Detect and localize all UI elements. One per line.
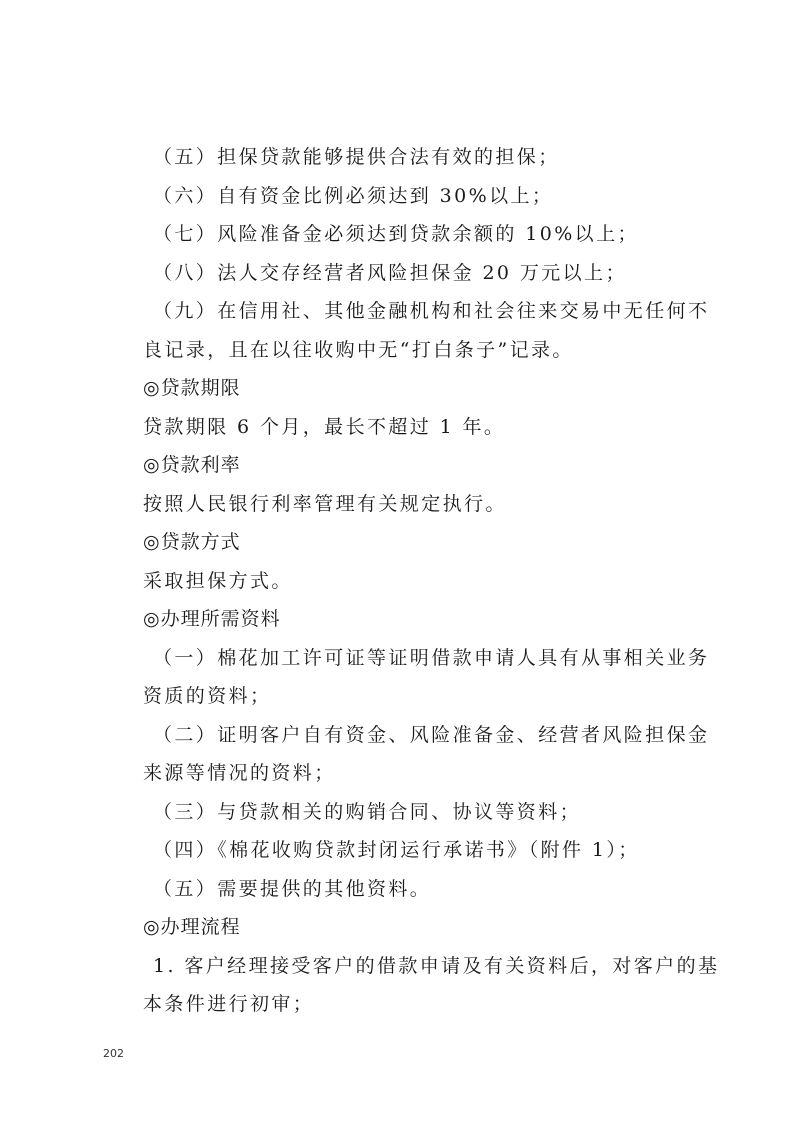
section-heading-loan-rate: ◎贷款利率: [143, 454, 241, 476]
paragraph-process-1-line-1: 1. 客户经理接受客户的借款申请及有关资料后，对客户的基: [153, 954, 720, 977]
paragraph-condition-8: （八）法人交存经营者风险担保金 20 万元以上；: [153, 261, 627, 284]
paragraph-material-2-line-2: 来源等情况的资料；: [143, 762, 336, 784]
page-number: 202: [103, 1047, 124, 1060]
paragraph-process-1-line-2: 本条件进行初审；: [143, 993, 315, 1015]
paragraph-loan-term: 贷款期限 6 个月，最长不超过 1 年。: [143, 415, 506, 438]
paragraph-material-2-line-1: （二）证明客户自有资金、风险准备金、经营者风险担保金: [153, 723, 710, 746]
paragraph-material-5: （五）需要提供的其他资料。: [153, 877, 432, 900]
document-body: [143, 138, 720, 1024]
paragraph-condition-9-line-1: （九）在信用社、其他金融机构和社会往来交易中无任何不: [153, 300, 710, 322]
paragraph-condition-5: （五）担保贷款能够提供合法有效的担保；: [153, 146, 560, 168]
paragraph-loan-method: 采取担保方式。: [143, 569, 293, 592]
paragraph-material-3: （三）与贷款相关的购销合同、协议等资料；: [153, 800, 582, 823]
paragraph-material-1-line-2: 资质的资料；: [143, 685, 272, 707]
paragraph-condition-7: （七）风险准备金必须达到贷款余额的 10%以上；: [153, 223, 639, 245]
section-heading-loan-term: ◎贷款期限: [143, 377, 241, 399]
paragraph-condition-9-line-2: 良记录，且在以往收购中无“打白条子”记录。: [143, 338, 574, 361]
section-heading-required-materials: ◎办理所需资料: [143, 608, 281, 630]
paragraph-material-1-line-1: （一）棉花加工许可证等证明借款申请人具有从事相关业务: [153, 646, 710, 669]
section-heading-process: ◎办理流程: [143, 916, 241, 938]
paragraph-loan-rate: 按照人民银行利率管理有关规定执行。: [143, 492, 507, 515]
section-heading-loan-method: ◎贷款方式: [143, 531, 241, 553]
paragraph-material-4: （四）《棉花收购贷款封闭运行承诺书》（附件 1）；: [153, 839, 640, 861]
paragraph-condition-6: （六）自有资金比例必须达到 30%以上；: [153, 184, 554, 207]
